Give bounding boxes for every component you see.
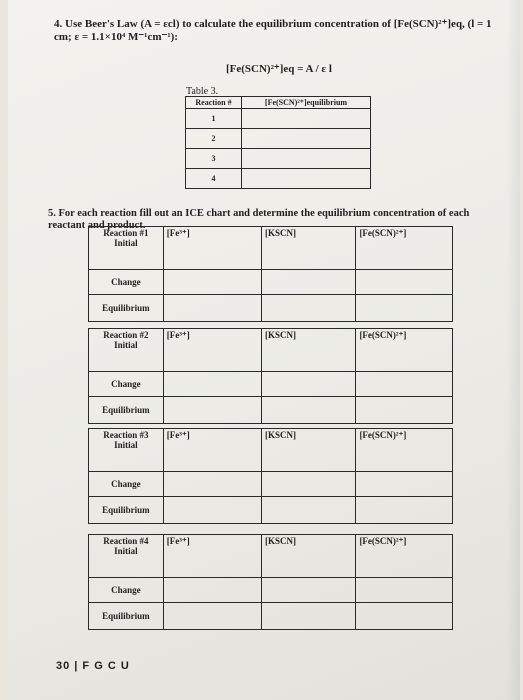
ice-col-kscn[interactable]: [KSCN] xyxy=(262,535,356,578)
ice-cell[interactable] xyxy=(262,497,356,524)
table3-answer-cell[interactable] xyxy=(242,109,371,129)
table3-header-concentration: [Fe(SCN)²⁺]equilibrium xyxy=(242,97,371,109)
ice-table-3 xyxy=(88,428,453,524)
question-5-line2: reactant and product. xyxy=(48,220,146,231)
ice-cell[interactable] xyxy=(262,578,356,603)
worksheet-page xyxy=(8,0,520,700)
table3-header-reaction: Reaction # xyxy=(186,97,242,109)
ice-row-initial: Initial xyxy=(114,340,138,350)
ice-col-fe[interactable]: [Fe³⁺] xyxy=(163,227,261,270)
table3-row-label: 2 xyxy=(186,129,242,149)
ice-row-change: Change xyxy=(89,270,164,295)
ice-cell[interactable] xyxy=(163,578,261,603)
question-4-line1: 4. Use Beer's Law (A = εcl) to calculate the equilibrium concentration of [Fe(SCN)²⁺]eq, (l = 1 xyxy=(54,18,492,30)
ice-cell[interactable] xyxy=(163,497,261,524)
ice-col-fescn[interactable]: [Fe(SCN)²⁺] xyxy=(356,329,453,372)
ice-col-kscn[interactable]: [KSCN] xyxy=(262,329,356,372)
ice-cell[interactable] xyxy=(163,472,261,497)
page-footer: 30 | F G C U xyxy=(56,660,130,672)
ice-col-fescn[interactable]: [Fe(SCN)²⁺] xyxy=(356,535,453,578)
ice-row-equilibrium: Equilibrium xyxy=(89,497,164,524)
table3-caption: Table 3. xyxy=(186,86,219,97)
ice-row-change: Change xyxy=(89,372,164,397)
ice-cell[interactable] xyxy=(262,270,356,295)
ice-title-cell xyxy=(89,329,164,372)
ice-col-fescn[interactable]: [Fe(SCN)²⁺] xyxy=(356,429,453,472)
ice-cell[interactable] xyxy=(356,497,453,524)
table3-row-label: 3 xyxy=(186,149,242,169)
ice-title: Reaction #3 xyxy=(103,430,149,440)
ice-cell[interactable] xyxy=(163,603,261,630)
table3 xyxy=(185,96,371,189)
ice-cell[interactable] xyxy=(356,270,453,295)
ice-row-change: Change xyxy=(89,578,164,603)
question-4-line2: cm; ε = 1.1×10⁴ M⁻¹cm⁻¹): xyxy=(54,31,178,43)
ice-row-equilibrium: Equilibrium xyxy=(89,397,164,424)
ice-title: Reaction #4 xyxy=(103,536,149,546)
ice-col-fe[interactable]: [Fe³⁺] xyxy=(163,329,261,372)
ice-cell[interactable] xyxy=(163,295,261,322)
ice-col-kscn[interactable]: [KSCN] xyxy=(262,227,356,270)
ice-title: Reaction #1 xyxy=(103,228,149,238)
ice-cell[interactable] xyxy=(163,397,261,424)
ice-cell[interactable] xyxy=(262,372,356,397)
ice-row-initial: Initial xyxy=(114,238,138,248)
table3-row-label: 1 xyxy=(186,109,242,129)
ice-cell[interactable] xyxy=(262,472,356,497)
ice-row-initial: Initial xyxy=(114,546,138,556)
ice-cell[interactable] xyxy=(356,603,453,630)
ice-row-equilibrium: Equilibrium xyxy=(89,295,164,322)
ice-cell[interactable] xyxy=(262,295,356,322)
table3-answer-cell[interactable] xyxy=(242,149,371,169)
table3-answer-cell[interactable] xyxy=(242,129,371,149)
ice-title-cell xyxy=(89,429,164,472)
ice-cell[interactable] xyxy=(356,397,453,424)
ice-cell[interactable] xyxy=(356,372,453,397)
page-shadow xyxy=(506,0,520,700)
ice-table-2 xyxy=(88,328,453,424)
ice-cell[interactable] xyxy=(356,578,453,603)
ice-cell[interactable] xyxy=(262,397,356,424)
ice-cell[interactable] xyxy=(262,603,356,630)
ice-title: Reaction #2 xyxy=(103,330,149,340)
ice-col-kscn[interactable]: [KSCN] xyxy=(262,429,356,472)
question-4 xyxy=(54,18,514,44)
ice-table-1 xyxy=(88,226,453,322)
ice-row-change: Change xyxy=(89,472,164,497)
ice-cell[interactable] xyxy=(163,270,261,295)
table3-row-label: 4 xyxy=(186,169,242,189)
table3-answer-cell[interactable] xyxy=(242,169,371,189)
ice-cell[interactable] xyxy=(356,295,453,322)
ice-col-fe[interactable]: [Fe³⁺] xyxy=(163,429,261,472)
beers-law-formula: [Fe(SCN)²⁺]eq = A / ε l xyxy=(226,63,332,75)
ice-row-initial: Initial xyxy=(114,440,138,450)
ice-table-4 xyxy=(88,534,453,630)
ice-col-fescn[interactable]: [Fe(SCN)²⁺] xyxy=(356,227,453,270)
ice-col-fe[interactable]: [Fe³⁺] xyxy=(163,535,261,578)
ice-cell[interactable] xyxy=(163,372,261,397)
ice-title-cell xyxy=(89,535,164,578)
question-5-line1: 5. For each reaction fill out an ICE chart and determine the equilibrium concentration of each xyxy=(48,208,470,219)
ice-row-equilibrium: Equilibrium xyxy=(89,603,164,630)
ice-title-cell xyxy=(89,227,164,270)
ice-cell[interactable] xyxy=(356,472,453,497)
